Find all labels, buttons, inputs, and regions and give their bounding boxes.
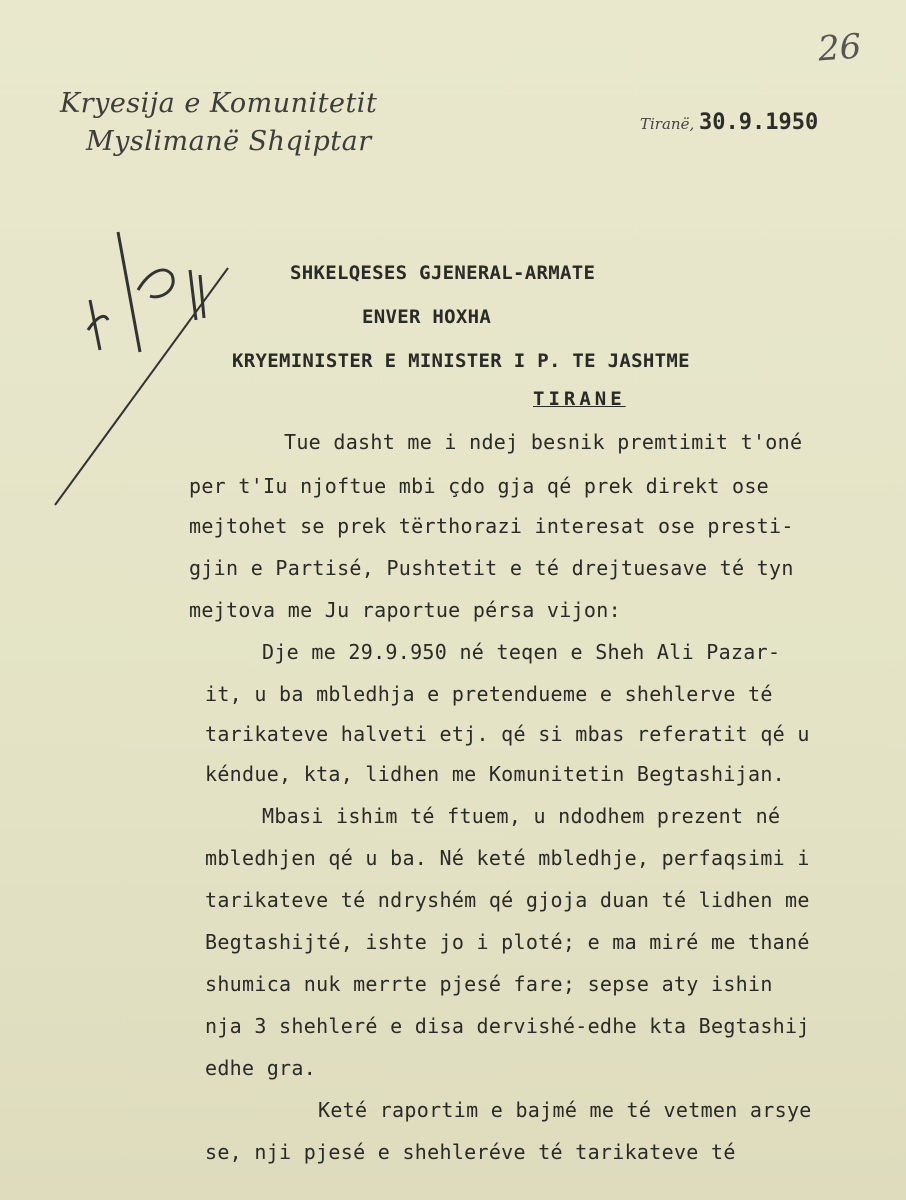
body-line: it, u ba mbledhja e pretendueme e shehlerve té [205, 682, 773, 706]
addressee-city: TIRANE [533, 388, 626, 410]
body-line: Tue dasht me i ndej besnik premtimit t'oné [284, 430, 803, 454]
body-line: Begtashijté, ishte jo i ploté; e ma miré me thané [205, 930, 810, 954]
body-line: Keté raportim e bajmé me té vetmen arsye [318, 1098, 812, 1122]
body-line: nja 3 shehleré e disa dervishé-edhe kta Begtashij [205, 1014, 810, 1038]
letterhead-line-1: Kryesija e Komunitetit [60, 88, 378, 119]
body-line: mejtova me Ju raportue pérsa vijon: [189, 598, 621, 622]
body-line: per t'Iu njoftue mbi çdo gja qé prek direkt ose [189, 474, 770, 498]
body-line: mejtohet se prek tërthorazi interesat ose presti- [189, 514, 794, 538]
body-line: gjin e Partisé, Pushtetit e té drejtuesave té tyn [189, 556, 794, 580]
body-line: mbledhjen qé u ba. Né keté mbledhje, perfaqsimi i [205, 846, 810, 870]
annotation-mark-stroke [88, 300, 108, 350]
date-place: Tiranë, [640, 115, 699, 133]
addressee-title: SHKELQESES GJENERAL-ARMATE [290, 262, 596, 284]
body-line: tarikateve té ndryshém qé gjoja duan té lidhen me [205, 888, 810, 912]
letterhead-line-2: Myslimanë Shqiptar [86, 126, 372, 157]
addressee-name: ENVER HOXHA [362, 306, 492, 328]
body-line: shumica nuk merrte pjesé fare; sepse aty ishin [205, 972, 773, 996]
body-line: Dje me 29.9.950 né teqen e Sheh Ali Pazar- [262, 640, 781, 664]
body-line: se, nji pjesé e shehleréve té tarikateve té [205, 1140, 736, 1164]
annotation-letter-stroke [190, 270, 204, 320]
date-value: 30.9.1950 [699, 110, 819, 135]
addressee-position: KRYEMINISTER E MINISTER I P. TE JASHTME [232, 350, 690, 372]
page-number: 26 [816, 26, 863, 70]
body-line: tarikateve halveti etj. qé si mbas referatit qé u [205, 722, 810, 746]
body-line: edhe gra. [205, 1056, 317, 1080]
annotation-letter-stroke [118, 232, 173, 352]
body-line: Mbasi ishim té ftuem, u ndodhem prezent né [262, 804, 781, 828]
body-line: kéndue, kta, lidhen me Komunitetin Begtashijan. [205, 762, 786, 786]
annotation-text: n. Jza [60, 520, 64, 521]
